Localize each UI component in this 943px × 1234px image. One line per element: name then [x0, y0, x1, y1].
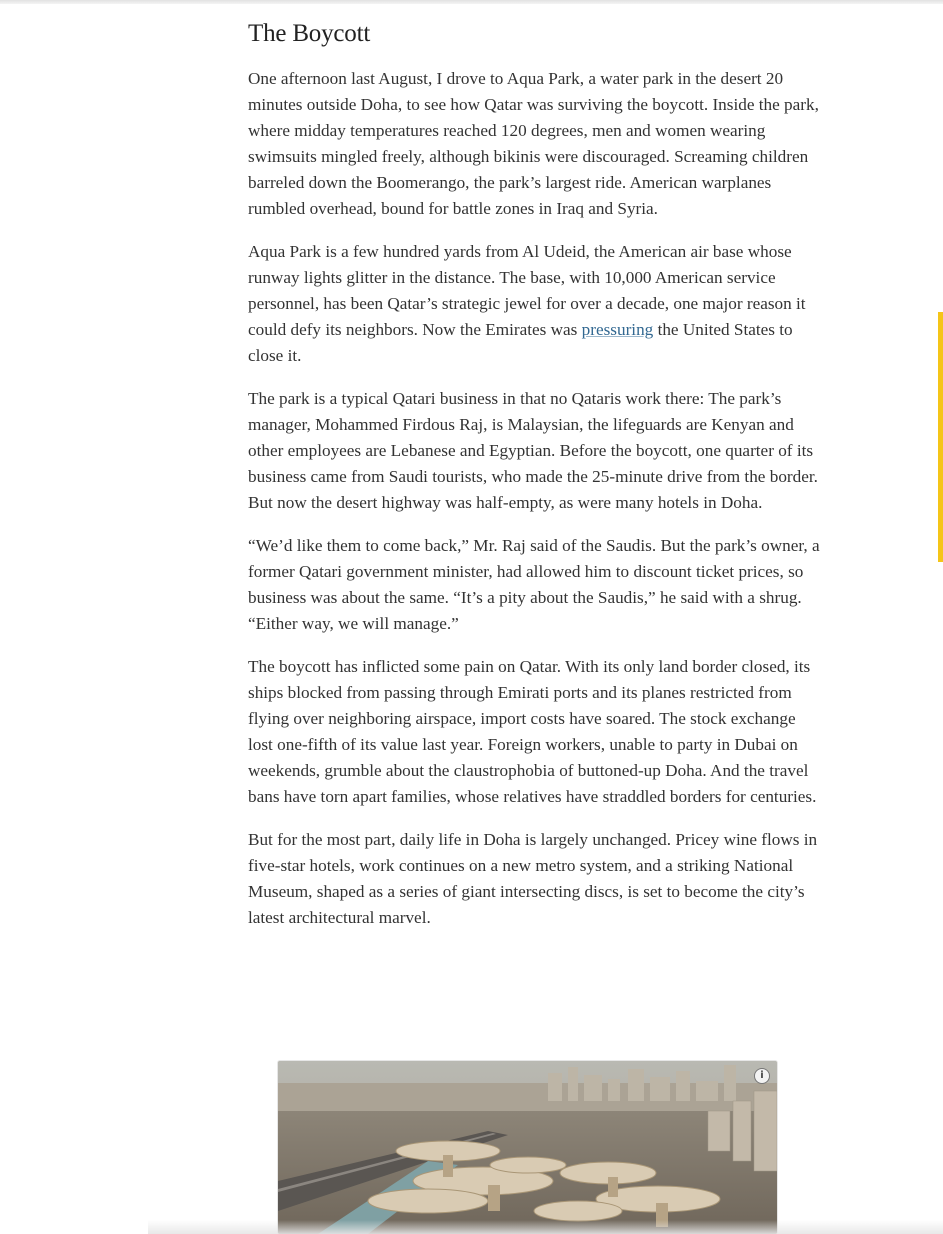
article-paragraph: “We’d like them to come back,” Mr. Raj said of the Saudis. But the park’s owner, a former Qatari government minister, had allowed him to discount ticket prices, so business was about the same. “It’s a pity about the Saudis,” he said with a shrug. “Either way, we will manage.”: [248, 536, 820, 633]
info-icon[interactable]: i: [754, 1068, 770, 1084]
article-paragraph: But for the most part, daily life in Doha is largely unchanged. Pricey wine flows in five-star hotels, work continues on a new metro system, and a striking National Museum, shaped as a series of giant intersecting discs, is set to become the city’s latest architectural marvel.: [248, 830, 818, 927]
scroll-progress-bar: [938, 312, 943, 562]
article-paragraph: One afternoon last August, I drove to Aqua Park, a water park in the desert 20 minutes outside Doha, to see how Qatar was surviving the boycott. Inside the park, where midday temperatures reached 120 degrees, men and women wearing swimsuits mingled freely, although bikinis were discouraged. Screaming children barreled down the Boomerango, the park’s largest ride. American warplanes rumbled overhead, bound for battle zones in Iraq and Syria.: [248, 69, 819, 218]
aerial-city-media[interactable]: [278, 1061, 777, 1234]
article-paragraph-with-link: [248, 239, 823, 369]
article-body: [248, 18, 823, 948]
pressuring-link[interactable]: pressuring: [581, 320, 654, 339]
article-paragraph: The boycott has inflicted some pain on Qatar. With its only land border closed, its ships blocked from passing through Emirati ports and its planes restricted from flying over neighboring airspace, import costs have soared. The stock exchange lost one-fifth of its value last year. Foreign workers, unable to party in Dubai on weekends, grumble about the claustrophobia of buttoned-up Doha. And the travel bans have torn apart families, whose relatives have straddled borders for centuries.: [248, 657, 817, 806]
bottom-shadow: [148, 1220, 943, 1234]
article-paragraph: The park is a typical Qatari business in that no Qataris work there: The park’s manager, Mohammed Firdous Raj, is Malaysian, the lifeguards are Kenyan and other employees are Lebanese and Egyptian. Before the boycott, one quarter of its business came from Saudi tourists, who made the 25-minute drive from the border. But now the desert highway was half-empty, as were many hotels in Doha.: [248, 389, 818, 512]
section-heading: The Boycott: [248, 20, 371, 47]
paragraph-text-after-link: the United States to close it.: [248, 320, 793, 365]
top-divider: [0, 0, 943, 4]
paragraph-text-before-link: Aqua Park is a few hundred yards from Al Udeid, the American air base whose runway lights glitter in the distance. The base, with 10,000 American service personnel, has been Qatar’s strategic jewel for over a decade, one major reason it could defy its neighbors. Now the Emirates was: [248, 242, 806, 339]
museum-aerial-photo: [278, 1061, 777, 1234]
